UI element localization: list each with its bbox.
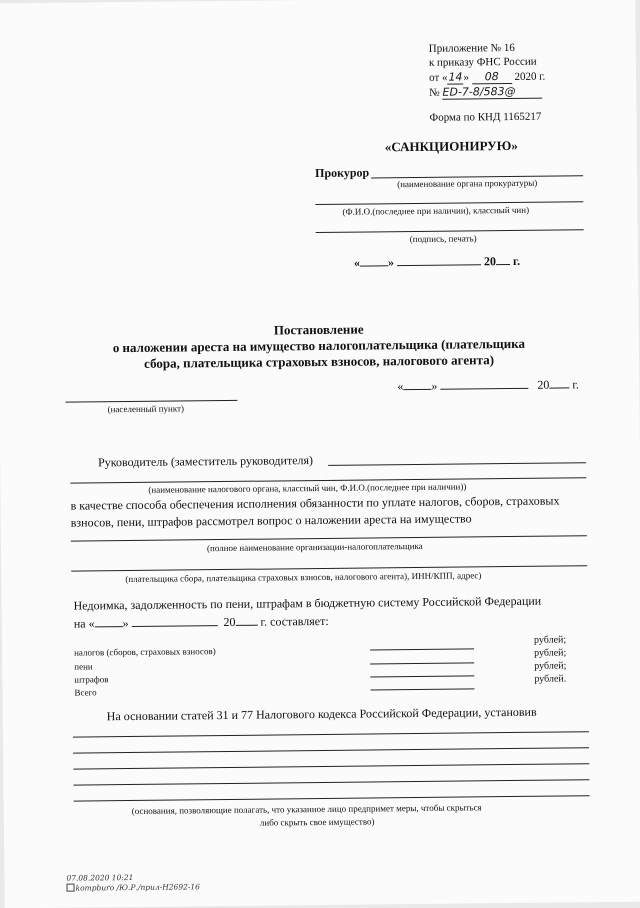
arrears-year: 20 xyxy=(223,614,236,630)
basis-line: На основании статей 31 и 77 Налогового кодекса Российской Федерации, установив xyxy=(106,704,537,724)
basis-line-1 xyxy=(73,731,589,737)
approval-year-blank xyxy=(496,264,510,265)
amount-unit-penalties: рублей; xyxy=(534,647,567,659)
place-date xyxy=(397,377,579,394)
amount-label-fines: штрафов xyxy=(74,674,109,685)
appendix-number-prefix: № xyxy=(429,86,440,99)
caption-org-full: (полное наименование организации-налогоплательщика xyxy=(206,540,423,554)
arrears-day-blank xyxy=(95,626,123,627)
arrears-tail: г. составляет: xyxy=(260,613,329,629)
file-icon xyxy=(67,884,75,892)
appendix-number xyxy=(429,85,542,100)
head-line-1 xyxy=(328,462,586,466)
payer-line xyxy=(71,565,587,571)
caption-prosecutor-sign: (подпись, печать) xyxy=(409,233,477,245)
arrears-month-blank xyxy=(132,625,218,627)
form-code: Форма по КНД 1165217 xyxy=(429,110,542,124)
arrears-year-blank xyxy=(236,625,258,626)
approval-year-suffix: г. xyxy=(512,253,521,268)
amount-blank-fines xyxy=(370,675,474,677)
title-line3: сбора, плательщика страховых взносов, налогового агента) xyxy=(144,352,495,371)
amount-unit-fines: рублей; xyxy=(534,660,567,672)
footer-path-text: kompburo /Ю.Р./прил-Н2692-16 xyxy=(75,882,200,893)
arrears-line1: Недоимка, задолженность по пени, штрафам в бюджетную систему Российской Федерации xyxy=(73,593,542,613)
amount-blank-taxes xyxy=(370,648,474,650)
place-year-blank xyxy=(549,387,569,388)
place-year-suffix: г. xyxy=(572,377,579,392)
appendix-date-mid: » xyxy=(463,71,470,84)
arrears-close: » xyxy=(122,616,129,631)
caption-basis-1: (основания, позволяющие полагать, что указанное лицо предпримет меры, чтобы скрыться xyxy=(131,802,482,816)
footer-path xyxy=(67,882,200,892)
head-label: Руководитель (заместитель руководителя) xyxy=(98,453,314,470)
approval-year-prefix: 20 xyxy=(483,254,497,269)
amount-blank-total xyxy=(370,688,474,690)
settlement-line xyxy=(65,400,237,403)
para1-line2: взносов, пени, штрафов рассмотрел вопрос о наложении ареста на имущество xyxy=(70,511,472,530)
title-line1: Постановление xyxy=(273,321,364,338)
org-name-line xyxy=(71,535,587,541)
place-date-close: » xyxy=(431,378,438,393)
caption-prosecutor-name: (Ф.И.О.(последнее при наличии), классный чин) xyxy=(342,204,530,217)
amount-label-taxes: налогов (сборов, страховых взносов) xyxy=(74,646,216,658)
amount-unit-taxes: рублей; xyxy=(533,634,567,646)
caption-payer: (плательщика сбора, плательщика страховых взносов, налогового агента), ИНН/КПП, адрес) xyxy=(125,570,482,585)
basis-line-5 xyxy=(74,795,590,801)
approval-date-open: « xyxy=(353,255,361,270)
basis-line-2 xyxy=(73,747,589,753)
place-year-prefix: 20 xyxy=(537,377,550,392)
arrears-line2 xyxy=(74,614,329,632)
amount-label-total: Всего xyxy=(74,687,97,698)
caption-tax-org: (наименование налогового органа, классный чин, Ф.И.О.(последнее при наличии)) xyxy=(148,481,467,495)
caption-basis-2: либо скрыть свое имущество) xyxy=(259,816,375,828)
appendix-date-prefix: от « xyxy=(429,71,448,84)
appendix-line2: к приказу ФНС России xyxy=(428,55,537,69)
place-month-blank xyxy=(440,388,528,390)
caption-prosecutor-org: (наименование органа прокуратуры) xyxy=(397,177,538,190)
approval-date-close: » xyxy=(387,255,395,270)
prosecutor-label: Прокурор xyxy=(314,165,370,181)
place-day-blank xyxy=(403,389,431,390)
approval-month-blank xyxy=(397,264,481,266)
prosecutor-name-line xyxy=(315,201,583,205)
place-date-open: « xyxy=(397,379,404,394)
approval-day-blank xyxy=(360,265,388,266)
para1-line1: в качестве способа обеспечения исполнения обязанности по уплате налогов, сборов, страховых xyxy=(70,493,560,513)
footer-timestamp: 07.08.2020 10:21 xyxy=(66,872,134,883)
appendix-date-year: 2020 г. xyxy=(514,70,546,83)
arrears-on: на « xyxy=(73,616,95,631)
appendix-line1: Приложение № 16 xyxy=(428,41,515,55)
prosecutor-sign-line xyxy=(316,229,584,233)
approval-date xyxy=(354,254,520,271)
approval-heading: «САНКЦИОНИРУЮ» xyxy=(384,137,518,155)
basis-line-3 xyxy=(73,763,589,769)
appendix-date-month: 08 xyxy=(472,70,512,84)
amount-blank-penalties xyxy=(370,662,474,664)
amount-label-penalties: пени xyxy=(74,661,93,672)
appendix-date-day: 14 xyxy=(448,70,463,84)
amount-unit-total: рублей. xyxy=(534,673,567,685)
basis-line-4 xyxy=(73,779,589,785)
appendix-number-value: ЕD-7-8/583@ xyxy=(442,85,542,100)
caption-settlement: (населенный пункт) xyxy=(107,403,185,415)
title-line2: о наложении ареста на имущество налогоплательщика (плательщика xyxy=(112,335,526,356)
appendix-date xyxy=(429,70,545,85)
